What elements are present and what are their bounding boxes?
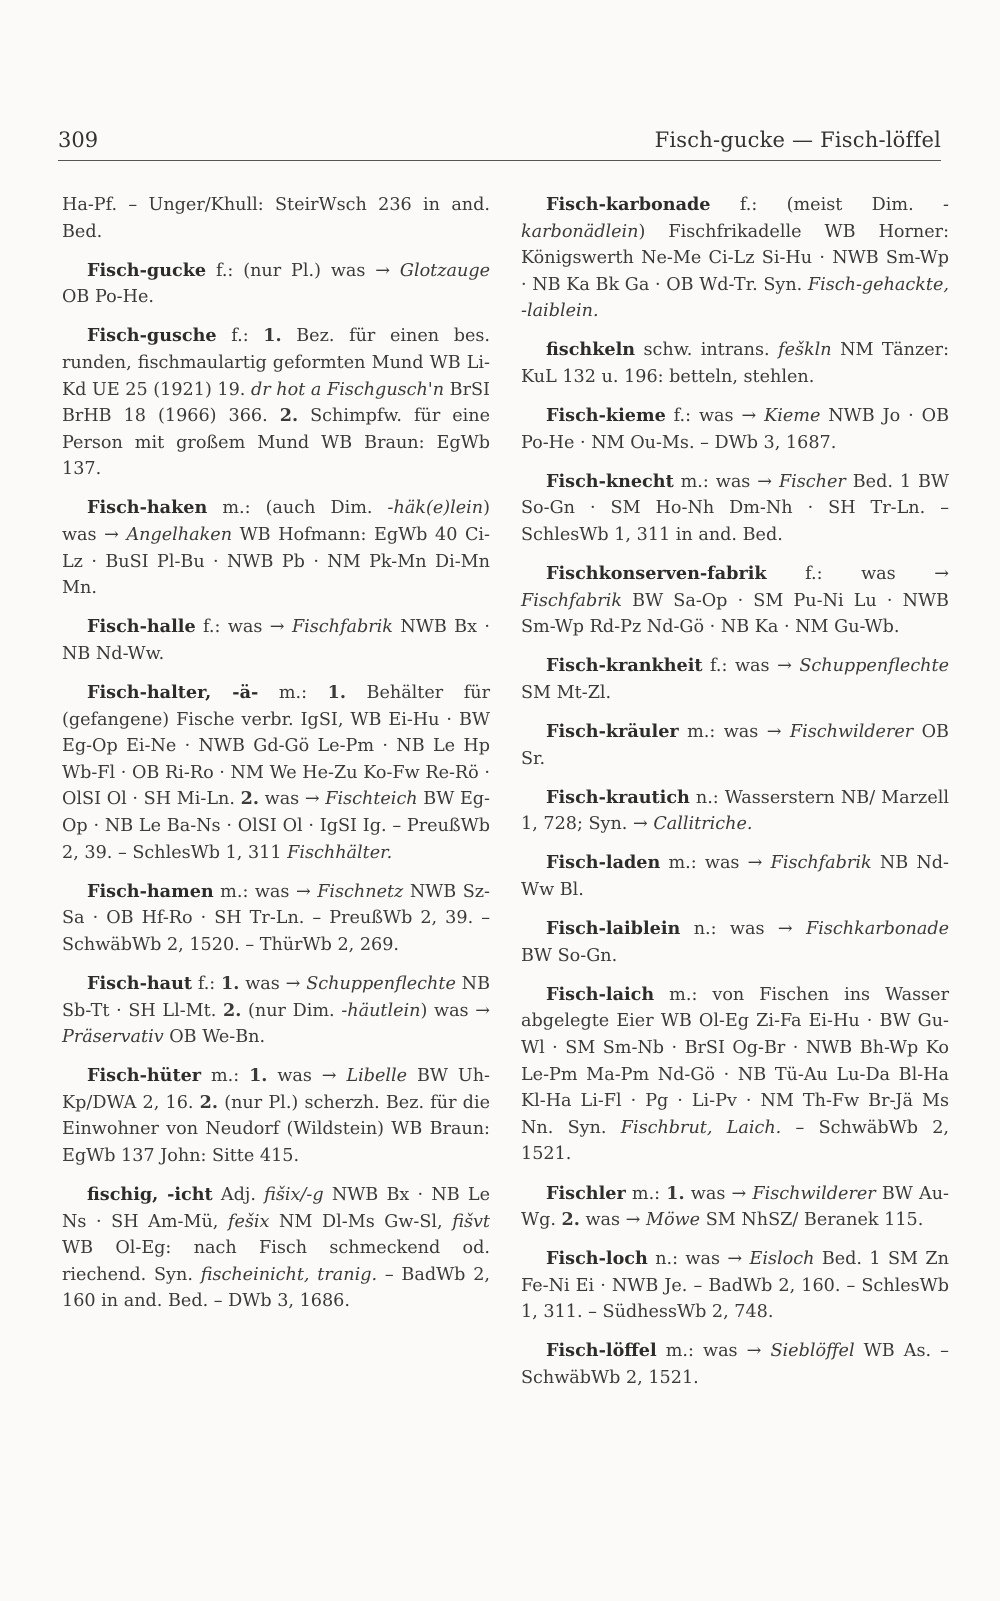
entry-text: was → bbox=[239, 973, 307, 994]
entry-headword: Fisch-gucke bbox=[87, 259, 207, 281]
entry-text: m.: bbox=[258, 683, 328, 703]
entry-headword: Fisch-laich bbox=[546, 983, 655, 1005]
dictionary-entry bbox=[62, 323, 490, 483]
entry-text: Schimpfw. für eine Person mit großem Mund WB Braun: EgWb 137. bbox=[62, 406, 491, 480]
italic-text: dr hot a Fischgusch'n bbox=[251, 379, 445, 400]
sense-number: 2. bbox=[279, 405, 299, 427]
dictionary-entry bbox=[521, 469, 949, 549]
entry-text: schw. intrans. bbox=[635, 340, 779, 361]
italic-text: Fischer bbox=[778, 471, 846, 492]
entry-text: ) was → bbox=[420, 1000, 490, 1021]
entry-text: Bez. für einen bes. runden, fischmaulartig geformten Mund WB Li-Kd UE 25 (1921) 19. bbox=[62, 326, 490, 400]
entry-text: SM Mt-Zl. bbox=[521, 683, 612, 703]
dictionary-entry bbox=[62, 258, 490, 311]
entry-text: (nur Dim. bbox=[241, 1000, 342, 1021]
entry-text: ) was → bbox=[62, 498, 490, 546]
entry-headword: Fisch-hüter bbox=[87, 1065, 202, 1087]
italic-text: Glotzauge bbox=[399, 260, 490, 281]
entry-text: f.: bbox=[192, 973, 222, 994]
entry-headword: Fisch-haken bbox=[87, 497, 208, 519]
italic-text: Fischwilderer bbox=[789, 722, 914, 743]
italic-text: Kieme bbox=[764, 406, 821, 427]
entry-text: NB Sb-Tt · SH Ll-Mt. bbox=[62, 973, 490, 1021]
entry-text: BW So-Gn. bbox=[521, 945, 618, 966]
entry-text: OB Sr. bbox=[521, 722, 949, 769]
dictionary-entry bbox=[521, 785, 949, 838]
left-column bbox=[62, 192, 490, 1328]
entry-text: NWB Bx · NB Le Ns · SH Am-Mü, bbox=[62, 1185, 490, 1232]
entry-text: WB Hofmann: EgWb 40 Ci-Lz · BuSI Pl-Bu · NWB Pb · NM Pk-Mn Di-Mn Mn. bbox=[62, 525, 490, 599]
italic-text: Sieblöffel bbox=[770, 1341, 855, 1362]
entry-headword: fischig, -icht bbox=[87, 1184, 213, 1206]
italic-text: Callitriche. bbox=[653, 814, 753, 835]
entry-headword: Fisch-krankheit bbox=[546, 655, 703, 677]
entry-headword: Fisch-haut bbox=[87, 972, 192, 994]
dictionary-entry bbox=[521, 403, 949, 456]
entry-text: OB We-Bn. bbox=[163, 1027, 266, 1048]
entry-text: NB Nd-Ww Bl. bbox=[521, 853, 949, 901]
entry-text: f.: (meist Dim. bbox=[710, 195, 944, 215]
dictionary-entry bbox=[521, 653, 949, 706]
italic-text: Fischbrut, Laich. bbox=[620, 1117, 782, 1138]
italic-text: fischeinicht, tranig. bbox=[200, 1264, 378, 1285]
sense-number: 1. bbox=[327, 682, 346, 703]
sense-number: 1. bbox=[221, 972, 240, 994]
italic-text: Fischteich bbox=[325, 789, 418, 810]
italic-text: Schuppenflechte bbox=[306, 973, 456, 994]
entry-headword: Fisch-gusche bbox=[87, 325, 217, 347]
entry-text: was → bbox=[267, 1066, 347, 1087]
entry-text: NWB Sz-Sa · OB Hf-Ro · SH Tr-Ln. – PreußWb 2, 39. – SchwäbWb 2, 1520. – ThürWb 2, 269. bbox=[62, 881, 490, 955]
running-title: Fisch-gucke — Fisch-löffel bbox=[654, 128, 941, 152]
entry-text: m.: bbox=[625, 1183, 667, 1204]
entry-text: m.: was → bbox=[656, 1341, 771, 1362]
entry-headword: Fischkonserven-fabrik bbox=[546, 563, 767, 585]
dictionary-entry bbox=[521, 561, 949, 641]
italic-text: Schuppenflechte bbox=[799, 656, 949, 677]
entry-text: m.: (auch Dim. bbox=[207, 498, 388, 519]
italic-text: Eisloch bbox=[749, 1249, 815, 1270]
italic-text: -häk(e)lein bbox=[387, 498, 484, 519]
entry-text: OB Po-He. bbox=[62, 287, 154, 308]
italic-text: Präservativ bbox=[62, 1027, 164, 1048]
entry-headword: Fisch-laden bbox=[546, 852, 661, 874]
dictionary-entry bbox=[62, 879, 490, 959]
italic-text: fišvt bbox=[452, 1211, 490, 1232]
entry-text: Bed. 1 BW So-Gn · SM Ho-Nh Dm-Nh · SH Tr-Ln. – SchlesWb 1, 311 in and. Bed. bbox=[521, 471, 949, 546]
entry-text: NWB Jo · OB Po-He · NM Ou-Ms. – DWb 3, 1687. bbox=[521, 406, 949, 453]
italic-text: feškln bbox=[778, 340, 832, 361]
entry-text: (nur Pl.) scherzh. Bez. für die Einwohner von Neudorf (Wildstein) WB Braun: EgWb 137 John: Sitte 415. bbox=[62, 1092, 490, 1166]
entry-text: BrSI BrHB 18 (1966) 366. bbox=[62, 379, 490, 427]
entry-headword: Fisch-halter, -ä- bbox=[87, 682, 259, 703]
dictionary-entry bbox=[62, 495, 490, 601]
entry-headword: Fisch-hamen bbox=[87, 880, 214, 902]
entry-text: n.: was → bbox=[680, 919, 807, 940]
italic-text: Fischhälter. bbox=[287, 842, 393, 863]
page-number: 309 bbox=[58, 128, 99, 152]
italic-text: Fischfabrik bbox=[770, 853, 872, 874]
dictionary-entry bbox=[521, 1181, 949, 1234]
entry-text: f.: was → bbox=[195, 617, 292, 638]
entry-text: Behälter für (gefangene) Fische verbr. IgSI, WB Ei-Hu · BW Eg-Op Ei-Ne · NWB Gd-Gö Le-Pm · NB Le Hp Wb-Fl · OB Ri-Ro · NM We He-Zu Ko-Fw Re-Rö · OlSI Ol · SH Mi-Ln. bbox=[62, 683, 491, 810]
italic-text: Möwe bbox=[646, 1210, 701, 1231]
sense-number: 2. bbox=[199, 1091, 219, 1113]
entry-text: m.: bbox=[201, 1066, 250, 1087]
entry-text: n.: was → bbox=[647, 1249, 750, 1270]
entry-text: BW Au-Wg. bbox=[521, 1183, 949, 1231]
sense-number: 1. bbox=[249, 1065, 268, 1087]
entry-text: was → bbox=[684, 1183, 753, 1204]
italic-text: fešix bbox=[227, 1211, 270, 1232]
entry-text: f.: was → bbox=[766, 564, 949, 585]
entry-headword: Fisch-karbonade bbox=[546, 194, 711, 215]
dictionary-entry bbox=[62, 614, 490, 667]
right-column bbox=[521, 192, 949, 1404]
entry-text: NM Tänzer: KuL 132 u. 196: betteln, stehlen. bbox=[521, 340, 950, 388]
italic-text: -karbonädlein bbox=[521, 195, 949, 242]
entry-text: SM NhSZ/ Beranek 115. bbox=[700, 1210, 924, 1231]
entry-text: f.: was → bbox=[665, 406, 765, 427]
dictionary-entry bbox=[62, 1063, 490, 1169]
entry-text: – BadWb 2, 160 in and. Bed. – DWb 3, 1686. bbox=[62, 1264, 490, 1312]
entry-text: WB As. – SchwäbWb 2, 1521. bbox=[521, 1341, 949, 1389]
entry-text: Adj. bbox=[212, 1185, 265, 1206]
entry-headword: Fisch-krautich bbox=[546, 786, 690, 808]
entry-text: BW Uh-Kp/DWA 2, 16. bbox=[62, 1066, 490, 1113]
dictionary-entry bbox=[521, 982, 949, 1168]
entry-text: NWB Bx · NB Nd-Ww. bbox=[62, 617, 490, 664]
entry-text: m.: was → bbox=[678, 722, 790, 743]
dictionary-entry bbox=[62, 680, 490, 866]
entry-headword: Fisch-loch bbox=[546, 1248, 648, 1270]
entry-text: m.: von Fischen ins Wasser abgelegte Eier WB Ol-Eg Zi-Fa Ei-Hu · BW Gu-Wl · SM Sm-Nb · BrSI Og-Br · NWB Bh-Wp Ko Le-Pm Ma-Pm Nd-Gö · NB Tü-Au Lu-Da Bl-Ha Kl-Ha Li-Fl · Pg · Li-Pv · NM Th-Fw Br-Jä Ms Nn. Syn. bbox=[521, 984, 949, 1138]
entry-text: – SchwäbWb 2, 1521. bbox=[521, 1117, 949, 1165]
header-rule bbox=[58, 160, 941, 161]
entry-headword: Fisch-laiblein bbox=[546, 918, 681, 940]
italic-text: Libelle bbox=[346, 1066, 408, 1087]
entry-headword: Fisch-halle bbox=[87, 616, 196, 638]
entry-text: f.: was → bbox=[702, 656, 800, 677]
italic-text: Fisch-gehackte, -laiblein. bbox=[521, 274, 949, 322]
italic-text: Angelhaken bbox=[126, 525, 233, 546]
entry-text: m.: was → bbox=[213, 881, 318, 902]
entry-headword: Fisch-löffel bbox=[546, 1340, 657, 1362]
sense-number: 2. bbox=[561, 1209, 580, 1231]
dictionary-entry bbox=[62, 971, 490, 1051]
entry-text: Bed. 1 SM Zn Fe-Ni Ei · NWB Je. – BadWb 2, 160. – SchlesWb 1, 311. – SüdhessWb 2, 748. bbox=[521, 1249, 949, 1323]
entry-text: ) Fischfrikadelle WB Horner: Königswerth Ne-Me Ci-Lz Si-Hu · NWB Sm-Wp · NB Ka Bk Ga · OB Wd-Tr. Syn. bbox=[521, 221, 949, 295]
italic-text: Fischkarbonade bbox=[806, 919, 949, 940]
page-header bbox=[58, 128, 941, 152]
italic-text: Fischfabrik bbox=[291, 617, 393, 638]
italic-text: Fischnetz bbox=[317, 881, 404, 902]
sense-number: 1. bbox=[666, 1182, 685, 1204]
dictionary-entry bbox=[521, 850, 949, 903]
dictionary-entry bbox=[62, 1182, 490, 1315]
entry-headword: Fisch-knecht bbox=[546, 470, 674, 492]
entry-text: n.: Wasserstern NB/ Marzell 1, 728; Syn. → bbox=[521, 787, 949, 835]
italic-text: Fischfabrik bbox=[521, 590, 623, 611]
dictionary-entry bbox=[521, 1246, 949, 1326]
entry-text: was → bbox=[258, 789, 326, 810]
entry-headword: Fischler bbox=[546, 1182, 626, 1204]
entry-text: f.: (nur Pl.) was → bbox=[206, 260, 400, 281]
entry-text: f.: bbox=[216, 326, 264, 347]
entry-headword: Fisch-kieme bbox=[546, 405, 666, 427]
entry-text: BW Eg-Op · NB Le Ba-Ns · OlSI Ol · IgSI Ig. – PreußWb 2, 39. – SchlesWb 1, 311 bbox=[62, 789, 491, 863]
italic-text: Fischwilderer bbox=[752, 1183, 876, 1204]
entry-text: NM Dl-Ms Gw-Sl, bbox=[269, 1211, 453, 1232]
entry-text: m.: was → bbox=[660, 853, 771, 874]
sense-number: 2. bbox=[223, 999, 242, 1021]
entry-text: m.: was → bbox=[673, 471, 779, 492]
entry-text: Ha-Pf. – Unger/Khull: SteirWsch 236 in and. Bed. bbox=[62, 195, 490, 242]
entry-text: WB Ol-Eg: nach Fisch schmeckend od. riechend. Syn. bbox=[62, 1238, 490, 1285]
italic-text: fišix/-g bbox=[264, 1185, 324, 1206]
entry-text: BW Sa-Op · SM Pu-Ni Lu · NWB Sm-Wp Rd-Pz Nd-Gö · NB Ka · NM Gu-Wb. bbox=[521, 590, 949, 638]
entry-headword: fischkeln bbox=[546, 339, 636, 361]
dictionary-entry bbox=[521, 719, 949, 772]
dictionary-entry bbox=[521, 337, 949, 390]
entry-text: was → bbox=[579, 1210, 647, 1231]
sense-number: 1. bbox=[263, 325, 282, 347]
entry-continuation bbox=[62, 192, 490, 245]
dictionary-entry bbox=[521, 192, 949, 325]
dictionary-entry bbox=[521, 1338, 949, 1391]
italic-text: -häutlein bbox=[341, 1000, 421, 1021]
dictionary-entry bbox=[521, 916, 949, 969]
sense-number: 2. bbox=[240, 788, 259, 810]
entry-headword: Fisch-kräuler bbox=[546, 721, 679, 743]
